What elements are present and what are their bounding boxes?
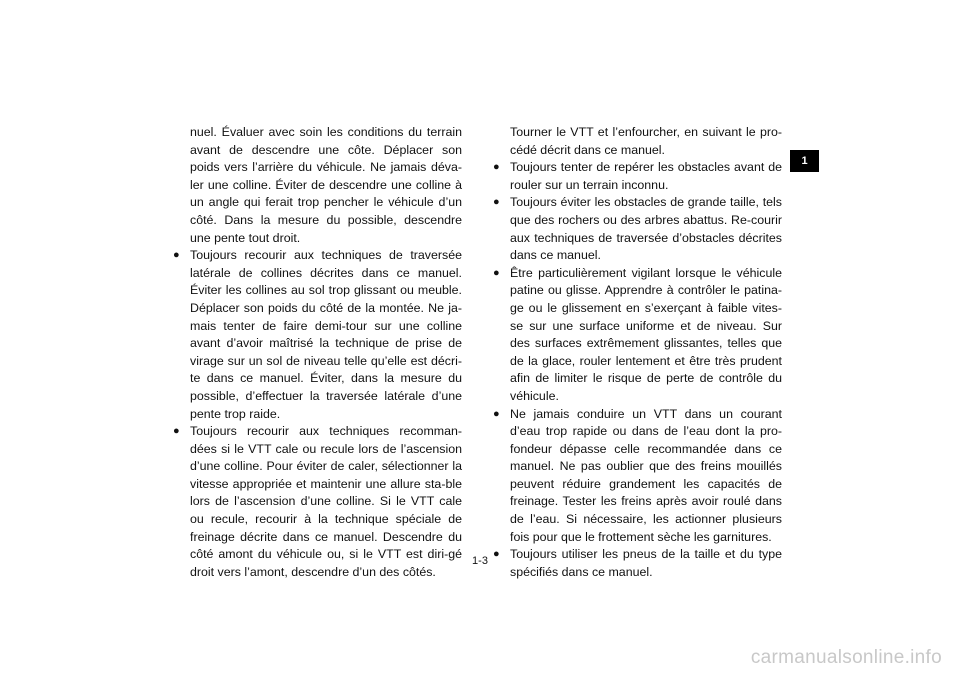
list-item-text: Toujours recourir aux techniques de traversée latérale de collines décrites dans ce manuel. Éviter les collines au sol trop glissant ou meuble. Déplacer son poids du côté de la montée. Ne ja-mais tenter de faire demi-tour sur une colline avant d’avoir maîtrisé la technique de prise de virage sur un sol de niveau telle qu’elle est décri-te dans ce manuel. Éviter, dans la mesure du possible, d’effectuer la traversée latérale d’une pente trop raide. <box>190 248 462 421</box>
bullet-icon: ● <box>173 249 180 262</box>
bullet-icon: ● <box>493 548 500 561</box>
left-continuation-paragraph: nuel. Évaluer avec soin les conditions du terrain avant de descendre une côte. Déplacer son poids vers l’arrière du véhicule. Ne jamais déva-ler une colline. Éviter de descendre une colline à un angle qui ferait trop pencher le véhicule d’un côté. Dans la mesure du possible, descendre une pente tout droit. <box>190 125 462 245</box>
list-item <box>173 247 462 423</box>
list-item-text: Toujours utiliser les pneus de la taille et du type spécifiés dans ce manuel. <box>510 547 782 579</box>
right-continuation-paragraph: Tourner le VTT et l’enfourcher, en suivant le pro-cédé décrit dans ce manuel. <box>510 125 782 157</box>
left-column <box>173 124 462 581</box>
list-item-text: Toujours tenter de repérer les obstacles avant de rouler sur un terrain inconnu. <box>510 160 782 192</box>
chapter-tab: 1 <box>790 150 819 172</box>
right-column <box>493 124 782 581</box>
list-item-text: Toujours éviter les obstacles de grande taille, tels que des rochers ou des arbres abattus. Re-courir aux techniques de traversée d’obstacles décrites dans ce manuel. <box>510 195 782 263</box>
bullet-icon: ● <box>493 196 500 209</box>
bullet-icon: ● <box>493 161 500 174</box>
bullet-icon: ● <box>493 407 500 420</box>
watermark: carmanualsonline.info <box>750 647 942 668</box>
list-item <box>493 159 782 194</box>
list-item-text: Ne jamais conduire un VTT dans un courant d’eau trop rapide ou dans de l’eau dont la pro-fondeur dépasse celle recommandée dans ce manuel. Ne pas oublier que des freins mouillés peuvent réduire grandement les capacités de freinage. Tester les freins après avoir roulé dans de l’eau. Si nécessaire, les actionner plusieurs fois pour que le frottement sèche les garnitures. <box>510 406 782 544</box>
list-item-text: Être particulièrement vigilant lorsque le véhicule patine ou glisse. Apprendre à contrôler le patina-ge ou le glissement en s’exerçant à faible vites-se sur une surface uniforme et de niveau. Sur des surfaces extrêmement glissantes, telles que de la glace, rouler lentement et être très prudent afin de limiter le risque de perte de contrôle du véhicule. <box>510 265 782 403</box>
list-item <box>493 406 782 547</box>
bullet-icon: ● <box>493 266 500 279</box>
list-item <box>493 265 782 406</box>
page-number: 1-3 <box>472 555 488 567</box>
bullet-icon: ● <box>173 425 180 438</box>
list-item-text: Toujours recourir aux techniques recomman-dées si le VTT cale ou recule lors de l’ascension d’une colline. Pour éviter de caler, sélectionner la vitesse appropriée et maintenir une allure sta-ble lors de l’ascension d’une colline. Si le VTT cale ou recule, recourir à la technique spéciale de freinage décrite dans ce manuel. Descendre du côté amont du véhicule ou, si le VTT est diri-gé droit vers l’amont, descendre d’un des côtés. <box>190 424 462 579</box>
list-item <box>493 194 782 264</box>
